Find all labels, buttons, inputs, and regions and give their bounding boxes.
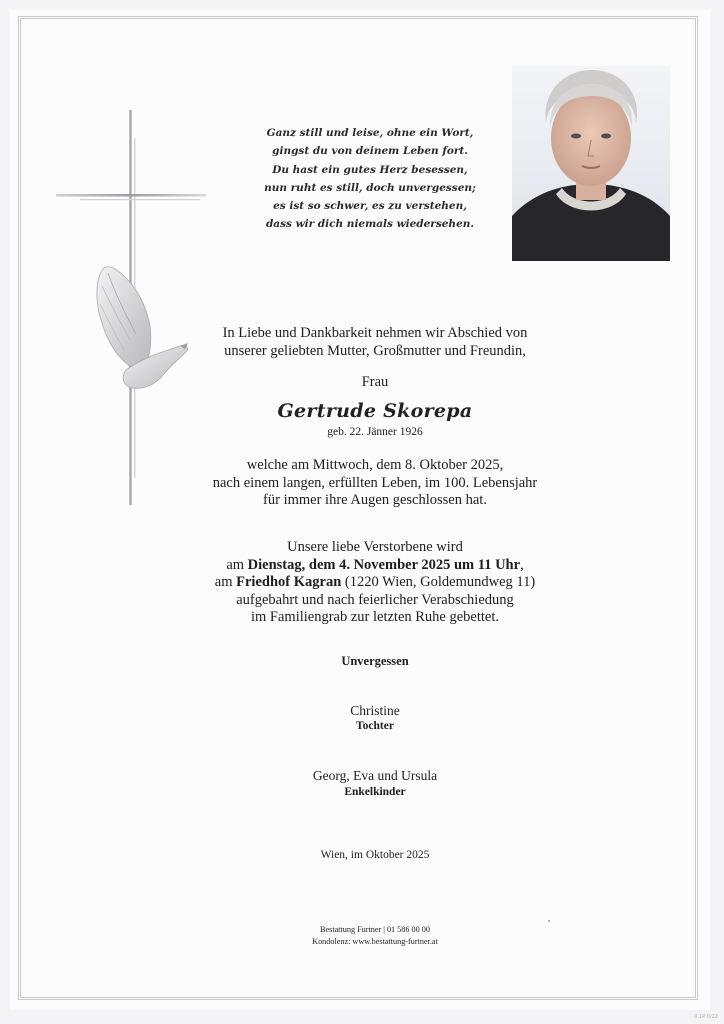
funeral-line [150,557,600,575]
funeral-text-part: , [520,556,524,573]
funeral-line: im Familiengrab zur letzten Ruhe gebettet. [250,609,500,625]
mourner-role: Tochter [356,720,394,732]
salutation: Frau [361,374,389,390]
funeral-text-part: am [226,556,248,573]
place-date: Wien, im Oktober 2025 [320,849,430,861]
unvergessen-heading: Unvergessen [341,654,409,668]
birth-date: geb. 22. Jänner 1926 [327,426,423,438]
poem-line: gingst du von deinem Leben fort. [272,145,468,158]
deceased-name: Gertrude Skorepa [277,400,473,422]
poem-line: Du hast ein gutes Herz besessen, [272,163,468,176]
mourner-name: Georg, Eva und Ursula [312,768,438,783]
death-text [150,457,600,510]
intro-line: unserer geliebten Mutter, Großmutter und Freundin, [224,342,526,359]
poem-line: dass wir dich niemals wiedersehen. [265,218,475,231]
funeral-text [150,539,600,627]
funeral-text-part: am [214,574,237,590]
mourner-name: Christine [350,703,400,718]
funeral-line: aufgebahrt und nach feierlicher Verabschiedung [236,591,514,608]
intro-text [150,325,600,360]
death-line: nach einem langen, erfüllten Leben, im 100. Lebensjahr [212,474,538,491]
intro-line: In Liebe und Dankbarkeit nehmen wir Abschied von [222,325,528,341]
poem [238,124,502,234]
cemetery-address: (1220 Wien, Goldemundweg 11) [341,574,536,590]
mourner-role: Enkelkinder [344,786,406,798]
funeral-date: Dienstag, dem 4. November 2025 um 11 Uhr [247,556,521,573]
death-line: für immer ihre Augen geschlossen hat. [263,492,487,508]
cross-with-praying-hands-and-dove-icon [52,108,212,508]
funeral-line: Unsere liebe Verstorbene wird [287,539,463,555]
funeral-home-footer [150,924,600,948]
footer-line: Bestattung Furtner | 01 586 00 00 [320,925,430,934]
poem-line: nun ruht es still, doch unvergessen; [264,181,476,194]
death-line: welche am Mittwoch, dem 8. Oktober 2025, [246,457,504,473]
poem-line: es ist so schwer, es zu verstehen, [273,200,467,213]
poem-line: Ganz still und leise, ohne ein Wort, [266,127,474,139]
funeral-line [150,574,600,592]
corner-code: 0.1P 0/22 [694,1014,718,1020]
cemetery-name: Friedhof Kagran [236,574,342,590]
portrait-photo [512,66,670,261]
scan-speck [548,920,550,922]
footer-line: Kondolenz: www.bestattung-furtner.at [312,937,438,946]
